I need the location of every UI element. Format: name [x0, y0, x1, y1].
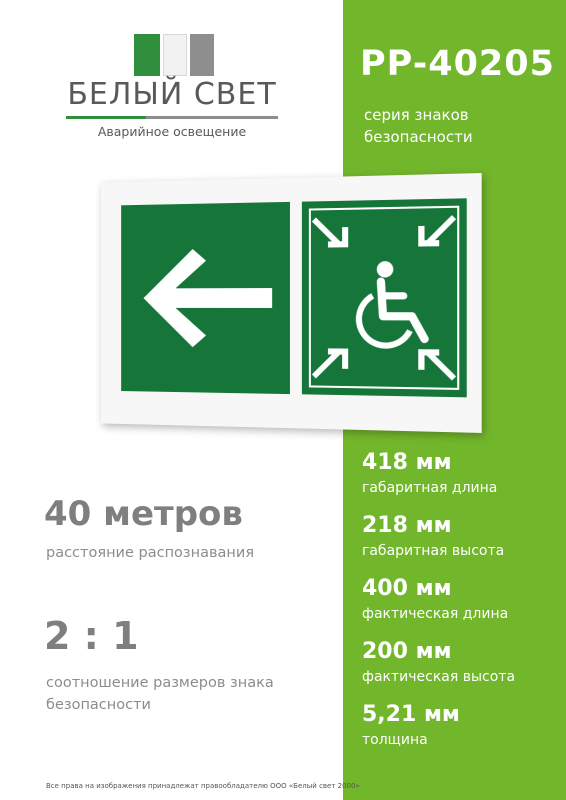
logo-tagline: Аварийное освещение [97, 124, 247, 139]
size-ratio-label: соотношение размеров знака безопасности [46, 675, 274, 713]
recognition-distance-label: расстояние распознавания [46, 545, 255, 561]
specs-list [362, 448, 562, 763]
spec-value: 218 мм [362, 513, 452, 538]
logo-bar-green [134, 34, 160, 76]
spec-value: 418 мм [362, 450, 452, 475]
safety-sign-image [101, 173, 482, 433]
logo-brand-name: БЕЛЫЙ СВЕТ [67, 77, 277, 112]
spec-thickness [362, 700, 562, 763]
spec-actual-length [362, 574, 562, 637]
spec-label: фактическая длина [362, 606, 509, 622]
spec-actual-height [362, 637, 562, 700]
spec-value: 400 мм [362, 576, 452, 601]
size-ratio-value: 2 : 1 [44, 614, 139, 658]
spec-label: толщина [362, 732, 428, 748]
spec-label: габаритная длина [362, 480, 498, 496]
recognition-distance-value: 40 метров [44, 494, 243, 534]
spec-value: 5,21 мм [362, 702, 460, 727]
sign-graphic [101, 173, 482, 433]
spec-length [362, 448, 562, 511]
product-code: PP-40205 [360, 44, 555, 84]
spec-value: 200 мм [362, 639, 452, 664]
logo-bar-white [163, 34, 187, 76]
spec-label: фактическая высота [362, 669, 516, 685]
copyright-notice: Все права на изображения принадлежат правообладателю ООО «Белый свет 2000» [46, 782, 360, 790]
product-series: серия знаков безопасности [364, 106, 473, 146]
logo-bar-gray [190, 34, 214, 76]
spec-label: габаритная высота [362, 543, 505, 559]
logo-underline-green [66, 116, 146, 119]
brand-logo [62, 34, 282, 144]
logo-underline-gray [146, 116, 278, 119]
spec-height [362, 511, 562, 574]
